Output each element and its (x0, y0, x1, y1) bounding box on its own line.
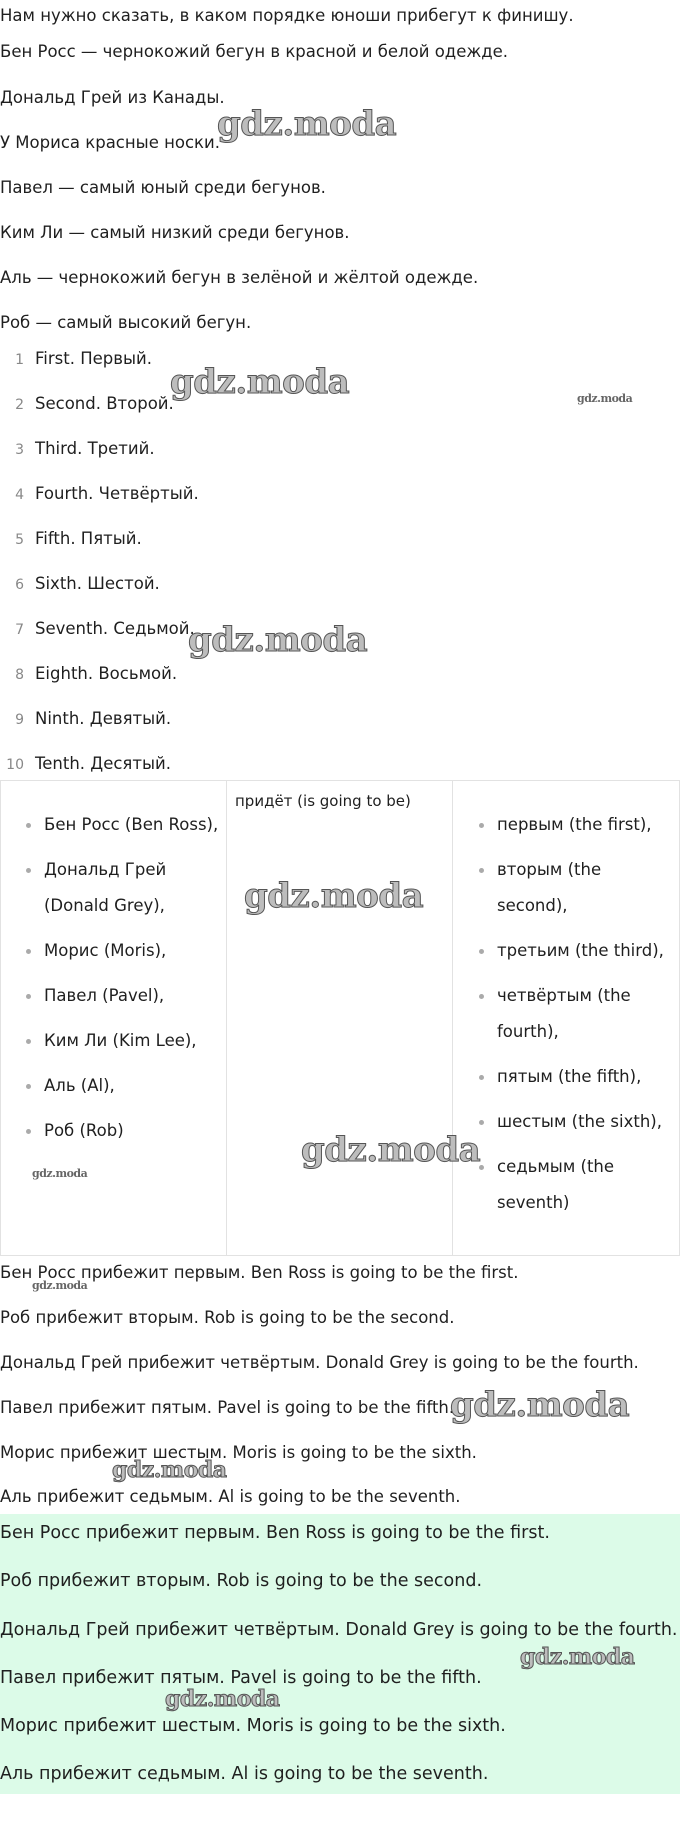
table-cell-name: Ким Ли (Kim Lee), (44, 1031, 197, 1050)
highlighted-answer-line: Бен Росс прибежит первым. Ben Ross is going to be the first. (0, 1523, 550, 1543)
list-item: Second. Второй. (35, 394, 174, 413)
highlighted-answer-line: Роб прибежит вторым. Rob is going to be the second. (0, 1571, 483, 1591)
intro-line: Павел — самый юный среди бегунов. (0, 178, 326, 197)
watermark-logo: gdz.moda (244, 876, 424, 916)
table-cell-verb: придёт (is going to be) (235, 792, 411, 810)
table-cell-place: fourth), (497, 1022, 559, 1041)
table-cell-place: третьим (the third), (497, 941, 664, 960)
watermark-logo: gdz.moda (577, 392, 633, 405)
watermark-logo: gdz.moda (520, 1644, 635, 1670)
list-item: First. Первый. (35, 349, 152, 368)
table-cell-place: second), (497, 896, 568, 915)
list-item: Tenth. Десятый. (35, 754, 171, 773)
table-cell-name: Бен Росс (Ben Ross), (44, 815, 219, 834)
table-cell-place: пятым (the fifth), (497, 1067, 642, 1086)
highlighted-answer-line: Морис прибежит шестым. Moris is going to be the sixth. (0, 1716, 506, 1736)
watermark-logo: gdz.moda (217, 104, 397, 144)
table-cell-name: Морис (Moris), (44, 941, 167, 960)
watermark-logo: gdz.moda (188, 620, 368, 660)
bullet (26, 994, 31, 999)
highlighted-answer-line: Дональд Грей прибежит четвёртым. Donald Grey is going to be the fourth. (0, 1620, 678, 1640)
answer-line: Морис прибежит шестым. Moris is going to be the sixth. (0, 1443, 477, 1462)
table-cell-name: Павел (Pavel), (44, 986, 165, 1005)
bullet (26, 949, 31, 954)
answer-line: Бен Росс прибежит первым. Ben Ross is going to be the first. (0, 1263, 519, 1282)
list-item: Ninth. Девятый. (35, 709, 172, 728)
watermark-logo: gdz.moda (32, 1279, 88, 1292)
intro-line: Роб — самый высокий бегун. (0, 313, 252, 332)
intro-line: Бен Росс — чернокожий бегун в красной и белой одежде. (0, 42, 509, 61)
list-item: Third. Третий. (35, 439, 155, 458)
table-cell-name: Роб (Rob) (44, 1121, 124, 1140)
answer-line: Роб прибежит вторым. Rob is going to be the second. (0, 1308, 455, 1327)
list-number: 8 (15, 667, 24, 683)
bullet (479, 1120, 484, 1125)
intro-line: Ким Ли — самый низкий среди бегунов. (0, 223, 350, 242)
list-item: Seventh. Седьмой. (35, 619, 195, 638)
intro-line: Дональд Грей из Канады. (0, 88, 225, 107)
bullet (479, 949, 484, 954)
list-item: Fourth. Четвёртый. (35, 484, 199, 503)
table-cell-place: вторым (the (497, 860, 602, 879)
list-number: 9 (15, 712, 24, 728)
watermark-logo: gdz.moda (112, 1457, 227, 1483)
table-cell-place: шестым (the sixth), (497, 1112, 662, 1131)
highlighted-answer-line: Павел прибежит пятым. Pavel is going to be the fifth. (0, 1668, 482, 1688)
list-number: 2 (15, 397, 24, 413)
table-cell-name: Аль (Al), (44, 1076, 115, 1095)
intro-line: У Мориса красные носки. (0, 133, 220, 152)
table-cell-name: (Donald Grey), (44, 896, 165, 915)
bullet (26, 1039, 31, 1044)
highlighted-answer-line: Аль прибежит седьмым. Al is going to be the seventh. (0, 1764, 489, 1784)
answer-line: Павел прибежит пятым. Pavel is going to be the fifth. (0, 1398, 455, 1417)
bullet (26, 868, 31, 873)
list-item: Sixth. Шестой. (35, 574, 160, 593)
table-cell-name: Дональд Грей (44, 860, 167, 879)
table-cell-place: первым (the first), (497, 815, 652, 834)
list-number: 1 (15, 352, 24, 368)
bullet (26, 1129, 31, 1134)
intro-line: Аль — чернокожий бегун в зелёной и жёлтой одежде. (0, 268, 479, 287)
table-cell-place: седьмым (the (497, 1157, 615, 1176)
intro-line: Нам нужно сказать, в каком порядке юноши прибегут к финишу. (0, 6, 574, 25)
bullet (479, 994, 484, 999)
bullet (26, 823, 31, 828)
list-item: Fifth. Пятый. (35, 529, 142, 548)
answer-line: Аль прибежит седьмым. Al is going to be the seventh. (0, 1487, 461, 1506)
bullet (479, 868, 484, 873)
list-number: 10 (6, 757, 24, 773)
watermark-logo: gdz.moda (32, 1167, 88, 1180)
watermark-logo: gdz.moda (165, 1686, 280, 1712)
bullet (479, 1075, 484, 1080)
watermark-logo: gdz.moda (450, 1385, 630, 1425)
watermark-logo: gdz.moda (170, 362, 350, 402)
bullet (479, 823, 484, 828)
list-number: 6 (15, 577, 24, 593)
list-item: Eighth. Восьмой. (35, 664, 178, 683)
table-divider (226, 780, 227, 1256)
watermark-logo: gdz.moda (301, 1130, 481, 1170)
table-divider (452, 780, 453, 1256)
list-number: 7 (15, 622, 24, 638)
bullet (26, 1084, 31, 1089)
list-number: 4 (15, 487, 24, 503)
list-number: 3 (15, 442, 24, 458)
table-cell-place: seventh) (497, 1193, 570, 1212)
answer-line: Дональд Грей прибежит четвёртым. Donald Grey is going to be the fourth. (0, 1353, 639, 1372)
table-cell-place: четвёртым (the (497, 986, 631, 1005)
list-number: 5 (15, 532, 24, 548)
